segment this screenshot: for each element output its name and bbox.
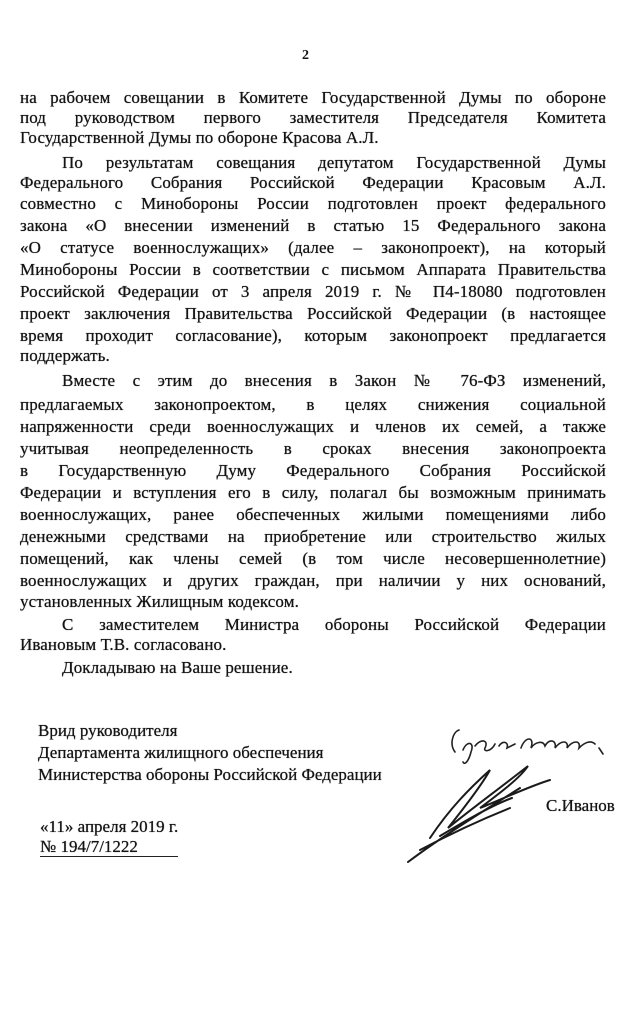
paragraph-line: По результатам совещания депутатом Государственной Думы [62, 153, 606, 172]
paragraph-line: установленных Жилищным кодексом. [20, 592, 299, 611]
document-number: № 194/7/1222 [40, 837, 178, 857]
paragraph-line: поддержать. [20, 346, 110, 365]
paragraph-line: Вместе с этим до внесения в Закон № 76-ФЗ изменений, [62, 371, 606, 390]
paragraph-line: на рабочем совещании в Комитете Государственной Думы по обороне [20, 88, 606, 107]
paragraph-line: военнослужащих, ранее обеспеченных жилыми помещениями либо [20, 505, 606, 524]
paragraph-line: денежными средствами на приобретение или строительство жилых [20, 527, 606, 546]
paragraph-line: Ивановым Т.В. согласовано. [20, 635, 227, 654]
paragraph-line: Государственной Думы по обороне Красова А.Л. [20, 128, 379, 147]
paragraph-line: под руководством первого заместителя Председателя Комитета [20, 108, 606, 127]
paragraph-line: Докладываю на Ваше решение. [62, 658, 293, 677]
paragraph-line: Федерации и вступления его в силу, полагал бы возможным принимать [20, 483, 606, 502]
paragraph-line: время проходит согласование), которым законопроект предлагается [20, 326, 606, 345]
signer-name: С.Иванов [546, 796, 615, 815]
paragraph-line: в Государственную Думу Федерального Собрания Российской [20, 461, 606, 480]
paragraph-line: Российской Федерации от 3 апреля 2019 г. № П4-18080 подготовлен [20, 282, 606, 301]
paragraph-line: совместно с Минобороны России подготовлен проект федерального [20, 194, 606, 213]
signer-position-line: Врид руководителя [38, 721, 178, 740]
paragraph-line: военнослужащих и других граждан, при наличии у них оснований, [20, 571, 606, 590]
paragraph-line: «О статусе военнослужащих» (далее – законопроект), на который [20, 238, 606, 257]
paragraph-line: предлагаемых законопроектом, в целях снижения социальной [20, 395, 606, 414]
paragraph-line: Минобороны России в соответствии с письмом Аппарата Правительства [20, 260, 606, 279]
paragraph-line: Федерального Собрания Российской Федерации Красовым А.Л. [20, 173, 606, 192]
signature-image [400, 758, 560, 868]
paragraph-line: помещений, как члены семей (в том числе несовершеннолетние) [20, 549, 606, 568]
paragraph-line: С заместителем Министра обороны Российской Федерации [62, 615, 606, 634]
document-date: «11» апреля 2019 г. [40, 817, 179, 836]
paragraph-line: учитывая неопределенность в сроках внесения законопроекта [20, 439, 606, 458]
signer-position-line: Департамента жилищного обеспечения [38, 743, 324, 762]
signer-position-line: Министерства обороны Российской Федерации [38, 765, 382, 784]
paragraph-line: закона «О внесении изменений в статью 15 Федерального закона [20, 216, 606, 235]
paragraph-line: проект заключения Правительства Российской Федерации (в настоящее [20, 304, 606, 323]
page-number: 2 [302, 48, 309, 63]
paragraph-line: напряженности среди военнослужащих и членов их семей, а также [20, 417, 606, 436]
